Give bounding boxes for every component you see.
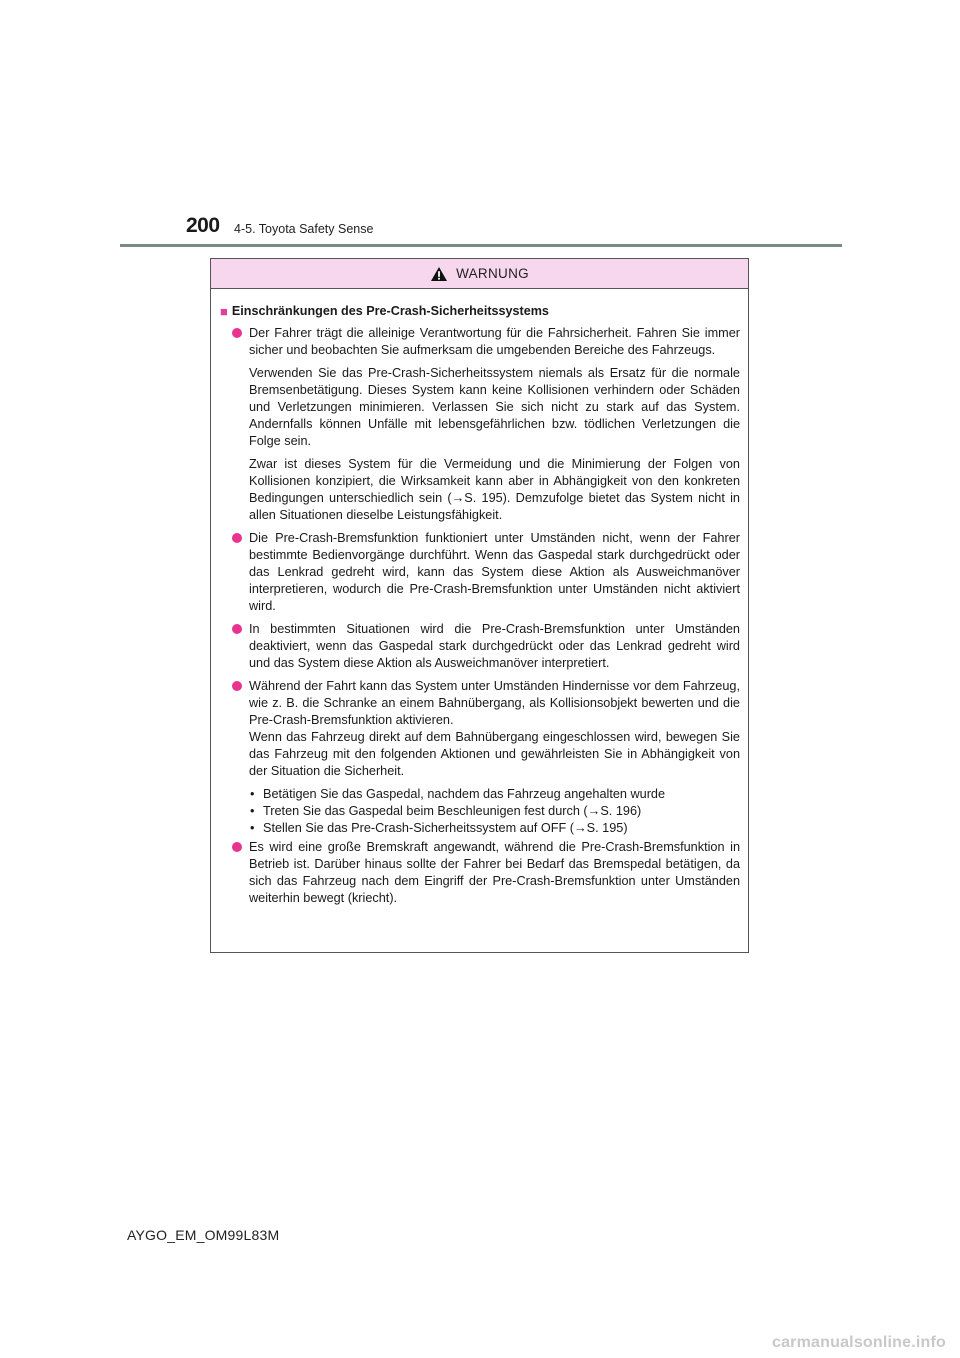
item5-text: Es wird eine große Bremskraft angewandt, während die Pre-Crash-Bremsfunktion in Betrieb ist. Darüber hinaus sollte der Fahrer bei Bedarf das Bremspedal betätigen, da sich das Fahrzeug nach dem Eingriff der Pre-Crash-Bremsfunktion unter Umständen weiterhin bewegt (kriecht). bbox=[249, 840, 740, 905]
warning-triangle-icon bbox=[430, 266, 448, 282]
item4-paragraph1: Während der Fahrt kann das System unter Umständen Hindernisse vor dem Fahrzeug, wie z. B. die Schranke an einem Bahnübergang, als Kollisionsobjekt bewerten und die Pre-Crash-Bremsfunktion aktivieren. bbox=[249, 679, 740, 727]
item4-paragraph2: Wenn das Fahrzeug direkt auf dem Bahnübergang eingeschlossen wird, bewegen Sie das Fahrzeug mit den folgenden Aktionen und gewährleisten Sie in Abhängigkeit von der Situation die Sicherheit. bbox=[249, 730, 740, 778]
list-item bbox=[220, 621, 740, 672]
page-number: 200 bbox=[186, 214, 220, 237]
item3-text: In bestimmten Situationen wird die Pre-Crash-Bremsfunktion unter Umständen deaktiviert, wenn das Gaspedal stark durchgedrückt oder das Lenkrad gedreht wird und das System diese Aktion als Ausweichmanöver interpretiert. bbox=[249, 622, 740, 670]
watermark: carmanualsonline.info bbox=[771, 1334, 946, 1351]
item2-text: Die Pre-Crash-Bremsfunktion funktioniert unter Umständen nicht, wenn der Fahrer bestimmte Bedienvorgänge durchführt. Wenn das Gaspedal stark durchgedrückt oder das Lenkrad gedreht wird, kann das System diese Aktion als Ausweichmanöver interpretieren, wodurch die Pre-Crash-Bremsfunktion unter Umständen nicht aktiviert wird. bbox=[249, 531, 740, 613]
item1-paragraph3: Zwar ist dieses System für die Vermeidung und die Minimierung der Folgen von Kollisionen konzipiert, die Wirksamkeit kann aber in Abhängigkeit von den konkreten Bedingungen unterschiedlich sein (→S. 195). Demzufolge bietet das System nicht in allen Situationen dieselbe Leistungsfähigkeit. bbox=[249, 457, 740, 522]
sub-list-item: • Betätigen Sie das Gaspedal, nachdem das Fahrzeug angehalten wurde bbox=[249, 786, 740, 803]
sub-list-item: • Stellen Sie das Pre-Crash-Sicherheitssystem auf OFF (→S. 195) bbox=[249, 820, 740, 837]
list-item bbox=[220, 530, 740, 615]
warning-title: WARNUNG bbox=[456, 266, 529, 281]
bullet-dot-icon bbox=[232, 624, 242, 634]
bullet-dot-icon bbox=[232, 328, 242, 338]
list-item bbox=[220, 325, 740, 524]
item1-paragraph2: Verwenden Sie das Pre-Crash-Sicherheitssystem niemals als Ersatz für die normale Bremsenbetätigung. Dieses System kann keine Kollisionen verhindern oder Schäden und Verletzungen minimieren. Verlassen Sie sich nicht zu stark auf das System. Andernfalls können Unfälle mit lebensgefährlichen bzw. tödlichen Verletzungen die Folge sein. bbox=[249, 366, 740, 448]
item1-paragraph1: Der Fahrer trägt die alleinige Verantwortung für die Fahrsicherheit. Fahren Sie immer sicher und beobachten Sie aufmerksam die umgebenden Bereiche des Fahrzeugs. bbox=[249, 326, 740, 357]
item4-sub-list bbox=[249, 786, 740, 837]
bullet-dot-icon bbox=[232, 533, 242, 543]
bullet-dot-icon bbox=[232, 842, 242, 852]
document-code: AYGO_EM_OM99L83M bbox=[127, 1227, 280, 1243]
section-header: 4-5. Toyota Safety Sense bbox=[234, 222, 374, 236]
warning-subheading bbox=[220, 303, 740, 320]
bullet-dot-icon bbox=[232, 681, 242, 691]
warning-body bbox=[211, 289, 748, 907]
warning-box bbox=[210, 258, 749, 953]
warning-subheading-text: Einschränkungen des Pre-Crash-Sicherheitssystems bbox=[231, 304, 549, 318]
list-item bbox=[220, 678, 740, 837]
warning-header bbox=[211, 259, 748, 289]
sub-list-item: • Treten Sie das Gaspedal beim Beschleunigen fest durch (→S. 196) bbox=[249, 803, 740, 820]
list-item bbox=[220, 839, 740, 907]
header-rule bbox=[120, 244, 842, 247]
square-bullet-icon: ■ bbox=[220, 304, 228, 319]
